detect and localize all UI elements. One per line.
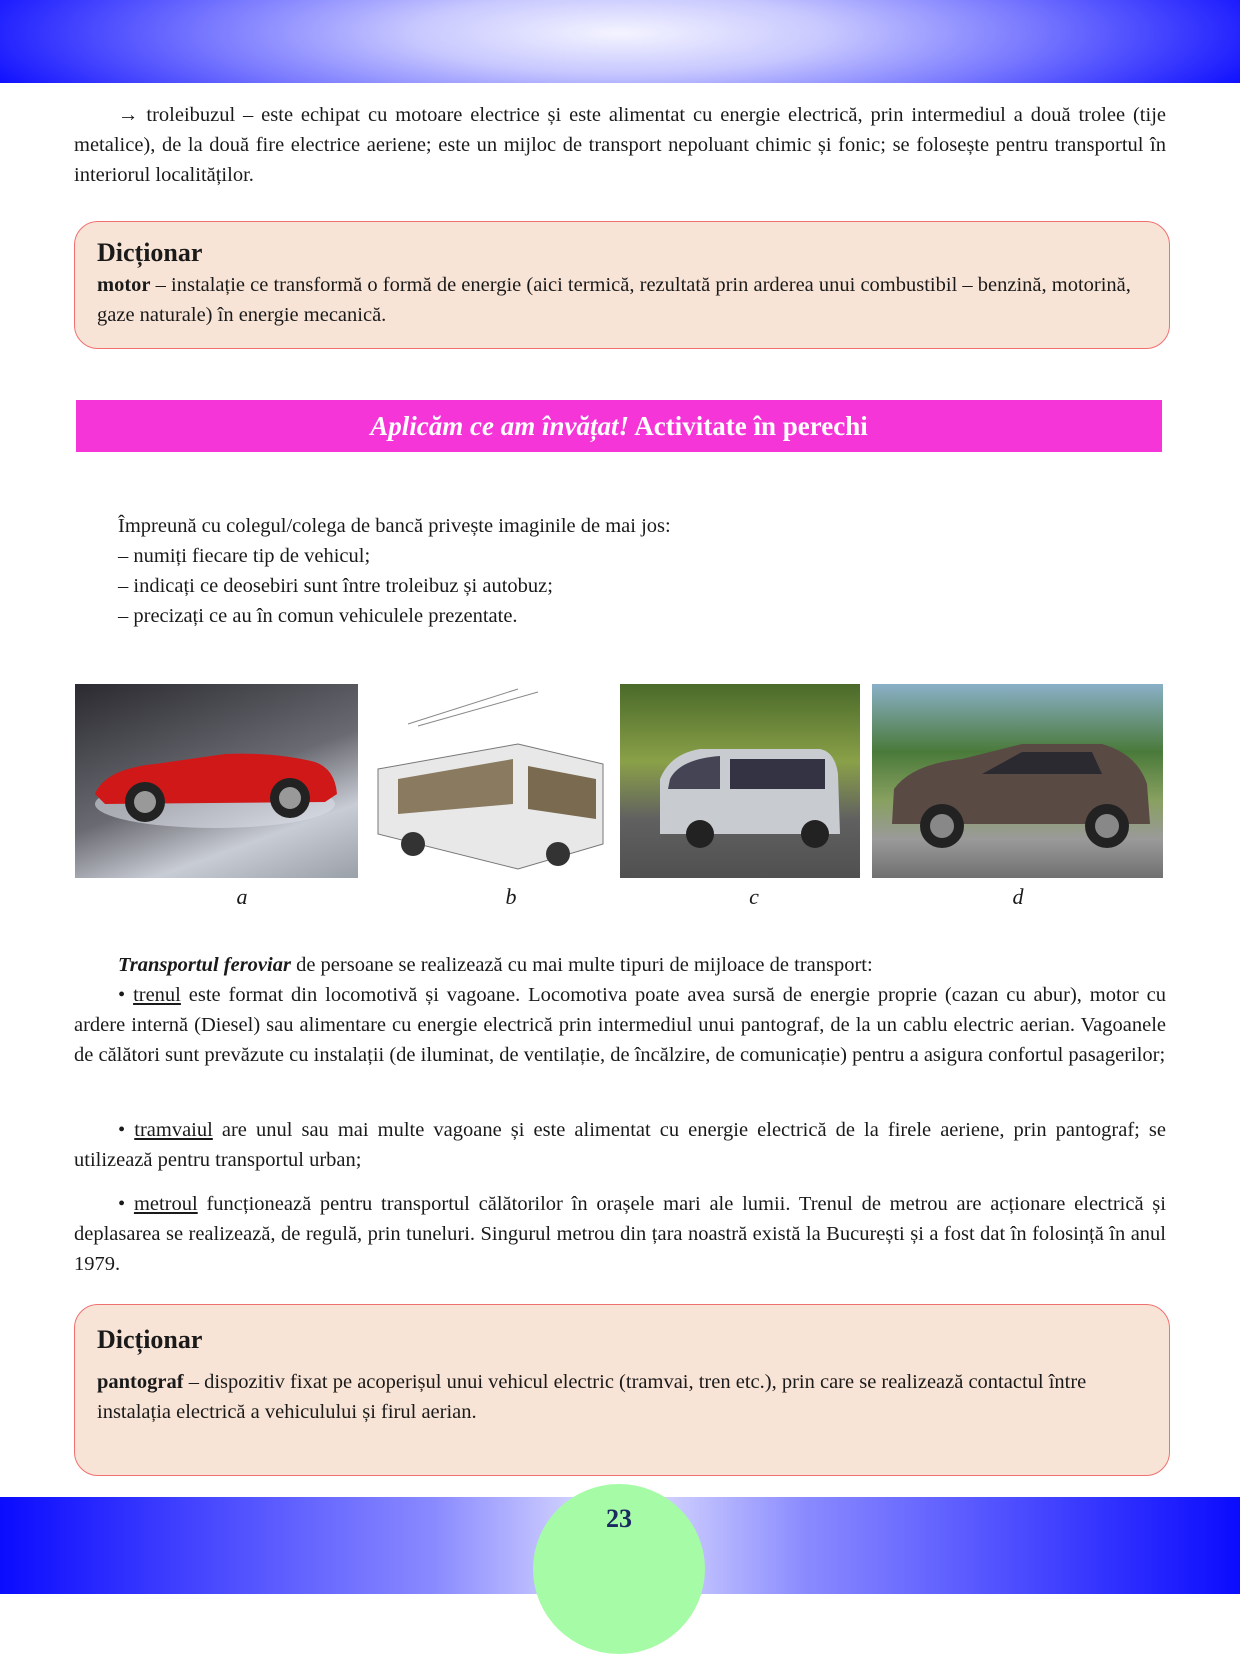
rail-item-train: • trenul este format din locomotivă și vagoane. Locomotiva poate avea sursă de energie proprie (cazan cu abur), motor cu ardere internă (Diesel) sau alimentare cu energie electrică prin intermediul unui pantograf, de la un cablu electric aerian. Vagoanele de călători sunt prevăzute cu instalații (de iluminat, de ventilație, de încălzire, de comunicație) pentru a asigura confortul pasagerilor; xyxy=(74,984,1166,1066)
image-red-convertible xyxy=(75,684,358,878)
rail-item-tram: • tramvaiul are unul sau mai multe vagoane și este alimentat cu energie electrică de la firele aeriene, prin pantograf; se utilizează pentru transportul urban; xyxy=(74,1119,1167,1171)
list-item: – numiți fiecare tip de vehicul; xyxy=(118,545,371,567)
image-suv xyxy=(872,684,1163,878)
dictionary-title: Dicționar xyxy=(97,1325,203,1354)
header-band xyxy=(0,0,1240,83)
activity-instructions: Împreună cu colegul/colega de bancă privește imaginile de mai jos: – numiți fiecare tip de vehicul; – indicați ce deosebiri sunt între troleibuz și autobuz; – precizați ce au în comun vehiculele prezentate. xyxy=(118,511,671,631)
page-number: 23 xyxy=(533,1484,705,1654)
dictionary-entry: pantograf – dispozitiv fixat pe acoperișul unui vehicul electric (tramvai, tren etc.), prin care se realizează contactul între instalația electrică a vehiculului și firul aerian. xyxy=(97,1371,1087,1423)
image-trolleybus xyxy=(368,684,611,878)
trolleybus-paragraph: → troleibuzul – este echipat cu motoare electrice și este alimentat cu energie electrică, prin intermediul a două trolee (tije metalice), de la două fire electrice aeriene; este un mijloc de transport nepoluant chimic și fonic; se folosește pentru transportul în interiorul localităților. xyxy=(74,104,1166,186)
activity-banner: Aplicăm ce am învățat! Activitate în perechi xyxy=(76,400,1162,452)
dictionary-box-motor xyxy=(74,221,1170,349)
dictionary-title: Dicționar xyxy=(97,238,203,267)
image-label-c: c xyxy=(749,884,759,909)
dictionary-entry: motor – instalație ce transformă o formă de energie (aici termică, rezultată prin arderea unui combustibil – benzină, motorină, gaze naturale) în energie mecanică. xyxy=(97,274,1131,326)
dictionary-box-pantograph xyxy=(74,1304,1170,1476)
rail-transport-intro: Transportul feroviar de persoane se realizează cu mai multe tipuri de mijloace de transport: xyxy=(118,954,873,976)
image-minibus xyxy=(620,684,860,878)
image-label-b: b xyxy=(505,884,517,909)
list-item: – precizați ce au în comun vehiculele prezentate. xyxy=(118,605,518,627)
image-label-d: d xyxy=(1012,884,1024,909)
image-label-a: a xyxy=(236,884,248,909)
list-item: – indicați ce deosebiri sunt între troleibuz și autobuz; xyxy=(118,575,553,597)
rail-item-metro: • metroul funcționează pentru transportul călătorilor în orașele mari ale lumii. Trenul de metrou are acționare electrică și deplasarea se realizează, de regulă, prin tuneluri. Singurul metrou din țara noastră există la București și a fost dat în folosință în anul 1979. xyxy=(74,1193,1166,1275)
